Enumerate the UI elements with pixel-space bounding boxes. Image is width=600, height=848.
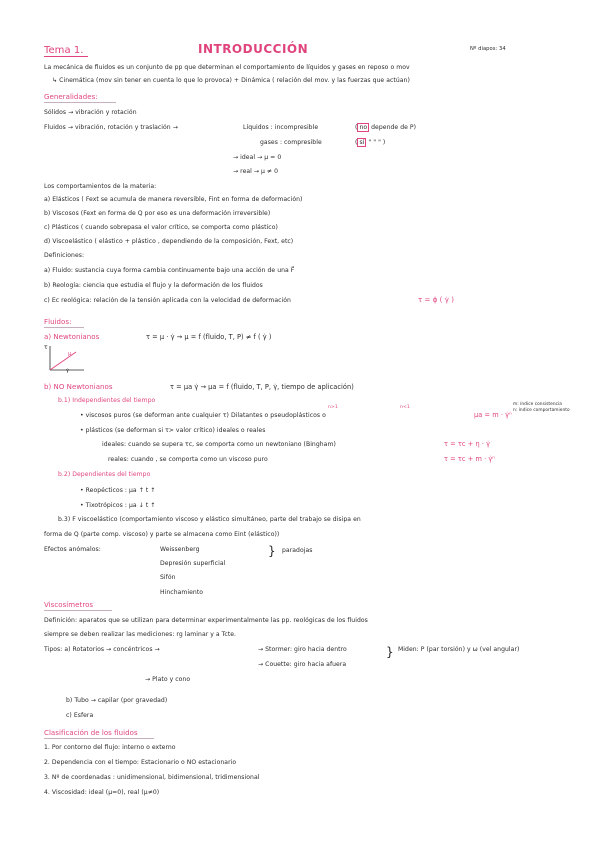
solidos-line: Sólidos → vibración y rotación [44, 109, 137, 116]
si-box: sí [359, 139, 365, 146]
plato-line: → Plato y cono [145, 676, 191, 683]
definicion-fluido: a) Fluido: sustancia cuya forma cambia continuamente bajo una acción de una F⃗ [44, 267, 295, 274]
clasificacion-item: 1. Por contorno del flujo: interno o externo [44, 744, 176, 751]
newtonianos-formula: τ = μ · γ̇ → μ = f (fluido, T, P) ≠ f ( γ̇ ) [146, 333, 272, 341]
intro-line-1: La mecánica de fluidos es un conjunto de pp que determinan el comportamiento de líquidos y gases en reposo o mov [44, 64, 410, 71]
efecto-item: Weissenberg [160, 546, 200, 553]
couette-line: → Couette: giro hacia afuera [258, 661, 347, 668]
b1-reales: reales: cuando , se comporta como un viscoso puro [108, 456, 268, 463]
viscosimetros-def-2: siempre se deben realizar las mediciones: rg laminar y a Tcte. [44, 631, 237, 638]
comportamiento-c: c) Plásticos ( cuando sobrepasa el valor crítico, se comporta como plástico) [44, 224, 278, 231]
generalidades-underline [44, 102, 116, 103]
clasificacion-heading: Clasificación de los fluidos [44, 729, 138, 737]
b1-reales-formula: τ = τc + m · γ̇ⁿ [444, 455, 495, 463]
legend-m: m: índice consistencia [513, 402, 562, 407]
comportamiento-b: b) Viscosos (Fext en forma de Q por eso es una deformación irreversible) [44, 210, 271, 217]
graph-line [50, 352, 76, 370]
miden-line: Miden: P (par torsión) y ω (vel angular) [398, 646, 520, 653]
ec-reologica-formula: τ = ϕ ( γ̇ ) [418, 296, 454, 304]
slide-count: Nº diapos: 34 [470, 46, 506, 52]
intro-line-2: ↳ Cinemática (mov sin tener en cuenta lo que lo provoca) + Dinámica ( relación del mov. y las fuerzas que actúan) [52, 77, 410, 84]
efecto-item: Depresión superficial [160, 560, 226, 567]
definicion-ec-reologica: c) Ec reológica: relación de la tensión aplicada con la velocidad de deformación [44, 297, 291, 304]
stormer-line: → Stormer: giro hacia dentro [258, 646, 347, 653]
efecto-item: Sifón [160, 574, 176, 581]
generalidades-heading: Generalidades: [44, 93, 98, 101]
legend-n: n: índice comportamiento [513, 408, 570, 413]
b3-line-1: b.3) F viscoelástico (comportamiento viscoso y elástico simultáneo, parte del trabajo se disipa en [58, 516, 361, 523]
efectos-brace: } [268, 544, 276, 558]
b2-heading: b.2) Dependientes del tiempo [58, 471, 151, 478]
clasificacion-item: 2. Dependencia con el tiempo: Estacionario o NO estacionario [44, 759, 237, 766]
definicion-reologia: b) Reología: ciencia que estudia el flujo y la deformación de los fluidos [44, 282, 263, 289]
real-line: → real → μ ≠ 0 [233, 168, 279, 175]
b3-line-2: forma de Q (parte comp. viscoso) y parte se almacena como Eint (elástico)) [44, 531, 280, 538]
b1-plasticos: • plásticos (se deforman si τ> valor crítico) ideales o reales [80, 427, 266, 434]
liquidos-line: Líquidos : incompresible [243, 124, 319, 131]
graph-tau-label: τ [44, 344, 48, 351]
b2-tixotropicos: • Tixotrópicos : μa ↓ t ↑ [80, 502, 156, 509]
liquidos-note: ( no depende de P) [355, 124, 417, 131]
efecto-item: Hinchamiento [160, 589, 204, 596]
b1-ideales-formula: τ = τc + η · γ̇ [444, 440, 491, 448]
comportamiento-heading: Los comportamientos de la materia: [44, 183, 157, 190]
gases-line: gases : compresible [260, 139, 322, 146]
clasificacion-item: 4. Viscosidad: ideal (μ=0), real (μ≠0) [44, 789, 160, 796]
comportamiento-a: a) Elásticos ( Fext se acumula de manera reversible, Fint en forma de deformación) [44, 196, 303, 203]
viscosimetros-underline [44, 610, 112, 611]
ideal-line: → ideal → μ = 0 [233, 154, 282, 161]
viscosimetros-def-1: Definición: aparatos que se utilizan para determinar experimentalmente las pp. reológicas de los fluidos [44, 617, 368, 624]
viscosimetros-heading: Viscosímetros [44, 601, 94, 609]
rotatorios-brace: } [386, 645, 394, 659]
title-underline [44, 56, 88, 57]
fluidos-underline [44, 327, 84, 328]
fluidos-line: Fluidos → vibración, rotación y traslación → [44, 124, 178, 131]
no-newtonianos-formula: τ = μa γ̇ → μa = f (fluido, T, P, γ̇, tiempo de aplicación) [170, 383, 354, 391]
newtonian-graph [44, 342, 114, 378]
tipo-esfera: c) Esfera [66, 712, 94, 719]
clasificacion-underline [44, 738, 154, 739]
b1-heading: b.1) Independientes del tiempo [58, 397, 156, 404]
clasificacion-item: 3. Nº de coordenadas : unidimensional, bidimensional, tridimensional [44, 774, 260, 781]
efectos-note: paradojas [282, 547, 313, 554]
tipos-rotatorios: Tipos: a) Rotatorios → concéntricos → [44, 646, 160, 653]
b1-ideales: ideales: cuando se supera τc, se comporta como un newtoniano (Bingham) [102, 441, 336, 448]
b2-reopecticos: • Reopécticos : μa ↑ t ↑ [80, 487, 156, 494]
no-newtonianos-label: b) NO Newtonianos [44, 383, 113, 391]
newtonianos-label: a) Newtonianos [44, 333, 100, 341]
graph-mu-label: μ [68, 351, 72, 357]
fluidos-heading: Fluidos: [44, 318, 72, 326]
comportamiento-d: d) Viscoelástico ( elástico + plástico , dependiendo de la composición, Fext, etc) [44, 238, 294, 245]
b1-n-greater: n>1 [328, 405, 338, 410]
graph-gamma-label: γ̇ [66, 368, 70, 374]
b1-viscosos-formula: μa = m · γ̇ⁿ [474, 411, 512, 419]
page-title: INTRODUCCIÓN [198, 42, 309, 56]
gases-note: ( sí " " " ) [355, 139, 386, 146]
no-box: no [359, 124, 368, 131]
tipo-tubo: b) Tubo → capilar (por gravedad) [66, 697, 168, 704]
b1-viscosos: • viscosos puros (se deforman ante cualquier τ) Dilatantes o pseudoplásticos o [80, 412, 326, 419]
tema-label: Tema 1. [44, 45, 84, 56]
definiciones-heading: Definiciones: [44, 252, 85, 259]
b1-n-less: n<1 [400, 405, 410, 410]
efectos-label: Efectos anómalos: [44, 546, 101, 553]
